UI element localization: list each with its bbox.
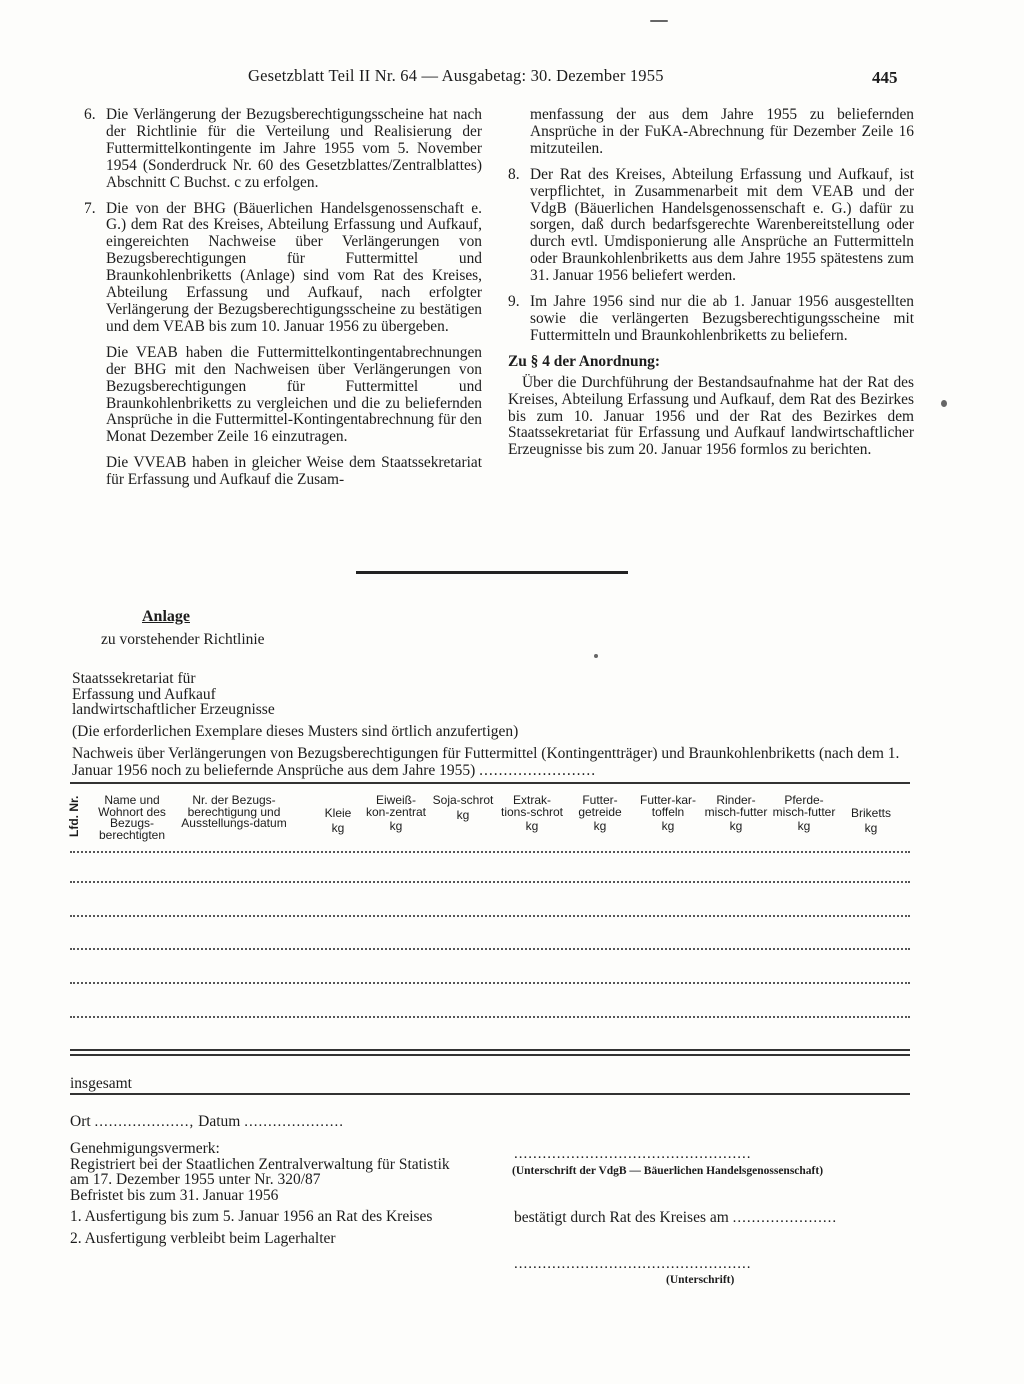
table-row[interactable] xyxy=(70,915,910,917)
issuer-block xyxy=(72,671,275,718)
column-header xyxy=(704,795,768,833)
table-row[interactable] xyxy=(70,982,910,984)
item-number: 8. xyxy=(508,165,520,183)
column-header-label: Futter-getreide xyxy=(578,793,622,819)
column-header-label: Extrak-tions-schrot xyxy=(500,793,564,819)
copy-instruction-1: 1. Ausfertigung bis zum 5. Januar 1956 an Rat des Kreises xyxy=(70,1208,433,1225)
datum-field[interactable]: ..................... xyxy=(244,1114,344,1130)
paragraph-continuation: menfassung der aus dem Jahre 1955 zu beliefernden Ansprüche in der FuKA-Abrechnung für Dezember Zeile 16 mitzuteilen. xyxy=(530,106,914,157)
paragraph-veab: Die VEAB haben die Futtermittelkontingentabrechnungen der BHG mit den Nachweisen über Verlängerungen von Bezugsberechtigungen für Futtermittel und Braunkohlenbriketts zu vergleichen und die zu beliefernden Ansprüche in die Futtermittel-Kontingentabrechnung für den Monat Dezember Zeile 16 einzutragen. xyxy=(106,343,482,446)
table-row[interactable] xyxy=(70,1016,910,1018)
item-number: 7. xyxy=(84,199,96,217)
table-header-rule xyxy=(70,851,910,853)
column-header-label: Futter-kar-toffeln xyxy=(639,793,696,819)
column-header xyxy=(568,795,632,833)
signature-vdgb-field[interactable]: .................................................. xyxy=(514,1146,752,1162)
page-number: 445 xyxy=(872,68,898,87)
list-item-9 xyxy=(508,294,914,345)
annex-title: Anlage xyxy=(142,608,190,625)
approval-block xyxy=(70,1141,450,1246)
table-row[interactable] xyxy=(70,881,910,883)
table-row-rule xyxy=(70,1049,910,1051)
column-header xyxy=(636,795,700,833)
column-header-lfd-nr: Lfd. Nr. xyxy=(67,795,81,837)
approval-heading: Genehmigungsvermerk: xyxy=(70,1140,220,1157)
scan-mark xyxy=(594,654,598,658)
ort-datum-line xyxy=(70,1113,344,1131)
item-number: 6. xyxy=(84,106,96,123)
form-heading xyxy=(72,745,912,779)
signature-council-caption: (Unterschrift) xyxy=(666,1274,735,1286)
form-heading-dots: ........................ xyxy=(479,762,597,779)
column-header xyxy=(94,795,170,841)
column-header-unit: kg xyxy=(331,820,345,835)
column-header xyxy=(312,808,364,834)
column-header xyxy=(500,795,564,833)
approval-line: Befristet bis zum 31. Januar 1956 xyxy=(70,1186,279,1204)
table-row-rule xyxy=(70,1054,910,1056)
approval-line: am 17. Dezember 1955 unter Nr. 320/87 xyxy=(70,1171,321,1188)
signature-vdgb-caption: (Unterschrift der VdgB — Bäuerlichen Handelsgenossenschaft) xyxy=(512,1165,824,1177)
confirmation-date-field[interactable]: ...................... xyxy=(732,1210,838,1226)
column-header xyxy=(432,795,494,821)
column-header-label: Name und Wohnort des Bezugs-berechtigten xyxy=(98,793,166,842)
item-text: Der Rat des Kreises, Abteilung Erfassung und Aufkauf, ist verpflichtet, in Zusammenarbeit mit dem VEAB und der VdgB (Bäuerlichen Handelsgenossenschaft e. G.) dafür zu sorgen, daß durch bedarfsgerechte Warenbereitstellung oder durch evtl. Umdisponierung alle Ansprüche an Futtermitteln oder Braunkohlenbriketts aus dem Jahre 1955 spätestens zum 31. Januar 1956 beliefert werden. xyxy=(530,165,914,285)
section-subheading: Zu § 4 der Anordnung: xyxy=(508,352,660,370)
ort-field[interactable]: ...................., xyxy=(94,1114,195,1130)
list-item-7 xyxy=(84,201,482,336)
section-divider xyxy=(356,571,628,574)
paragraph-section4: Über die Durchführung der Bestandsaufnahme hat der Rat des Kreises, Abteilung Erfassung und Aufkauf, dem Rat des Bezirkes bis zum 10. Januar 1956 und der Rat des Bezirkes dem Staatssekretariat für Erfassung und Aufkauf landwirtschaftlicher Erzeugnisse bis zum 20. Januar 1956 formlos zu berichten. xyxy=(508,373,914,459)
annex-subtitle: zu vorstehender Richtlinie xyxy=(101,631,265,648)
form-heading-text: Nachweis über Verlängerungen von Bezugsberechtigungen für Futtermittel (Kontingentträger) und Braunkohlenbriketts (nach dem 1. Januar 1956 noch zu beliefernde Ansprüche aus dem Jahre 1955) xyxy=(72,745,900,779)
column-header-label: Nr. der Bezugs-berechtigung und Ausstellungs-datum xyxy=(181,793,287,830)
issuer-line: Staatssekretariat für xyxy=(72,670,196,687)
table-top-rule xyxy=(70,782,910,784)
scan-mark xyxy=(650,20,668,22)
ort-label: Ort xyxy=(70,1113,91,1130)
column-header-unit: kg xyxy=(729,819,743,833)
issuer-line: Erfassung und Aufkauf xyxy=(72,685,216,703)
left-column xyxy=(84,107,482,498)
total-rule xyxy=(70,1093,910,1095)
column-header xyxy=(840,808,902,834)
column-header-label: Briketts xyxy=(850,806,891,820)
column-header-label: Soja-schrot xyxy=(432,793,494,807)
item-text: Im Jahre 1956 sind nur die ab 1. Januar 1956 ausgestellten sowie die verlängerten Bezugsberechtigungsscheine mit Futtermitteln und Braunkohlenbriketts zu beliefern. xyxy=(530,293,914,344)
column-header-unit: kg xyxy=(593,819,607,833)
item-number: 9. xyxy=(508,293,520,311)
column-header xyxy=(772,795,836,833)
column-header-label: Eiweiß-kon-zentrat xyxy=(365,793,427,819)
column-header xyxy=(172,795,296,830)
column-header-unit: kg xyxy=(661,819,675,833)
issuer-line: landwirtschaftlicher Erzeugnisse xyxy=(72,701,275,718)
column-header-unit: kg xyxy=(456,807,470,822)
datum-label: Datum xyxy=(198,1113,241,1130)
scan-mark xyxy=(941,400,947,407)
item-text: Die von der BHG (Bäuerlichen Handelsgenossenschaft e. G.) dem Rat des Kreises, Abteilung Erfassung und Aufkauf, eingereichten Nachweise über Verlängerungen von Bezugsberechtigungen für Futtermittel und Braunkohlenbriketts (Anlage) sind vom Rat des Kreises, Abteilung Erfassung und Aufkauf, nach erfolgter Verlängerung der Bezugsberechtigungsscheine zu bestätigen und dem VEAB bis zum 10. Januar 1956 zu übergeben. xyxy=(106,199,482,335)
column-header-unit: kg xyxy=(389,819,403,833)
table-row[interactable] xyxy=(70,948,910,950)
right-column xyxy=(508,107,914,468)
column-header-unit: kg xyxy=(864,820,878,835)
paragraph-vveab: Die VVEAB haben in gleicher Weise dem Staatssekretariat für Erfassung und Aufkauf die Zusam- xyxy=(106,454,482,489)
list-item-8 xyxy=(508,167,914,285)
column-header-label: Rinder-misch-futter xyxy=(704,793,768,819)
total-label: insgesamt xyxy=(70,1075,132,1092)
column-header-label: Pferde-misch-futter xyxy=(772,793,836,819)
list-item-6 xyxy=(84,107,482,192)
confirmation-label: bestätigt durch Rat des Kreises am xyxy=(514,1209,729,1226)
column-header-label: Kleie xyxy=(324,806,352,820)
column-header xyxy=(365,795,427,833)
column-header-unit: kg xyxy=(797,819,811,833)
page-header-title: Gesetzblatt Teil II Nr. 64 — Ausgabetag: 30. Dezember 1955 xyxy=(248,66,664,85)
form-note: (Die erforderlichen Exemplare dieses Musters sind örtlich anzufertigen) xyxy=(72,723,519,740)
item-text: Die Verlängerung der Bezugsberechtigungsscheine hat nach der Richtlinie für die Verteilung und Realisierung der Futtermittelkontingente im Jahre 1955 vom 5. November 1954 (Sonderdruck Nr. 60 des Gesetzblattes/Zentralblattes) Abschnitt C Buchst. c zu erfolgen. xyxy=(106,106,482,191)
confirmation-line xyxy=(514,1209,837,1227)
copy-instruction-2: 2. Ausfertigung verbleibt beim Lagerhalter xyxy=(70,1229,336,1247)
approval-line: Registriert bei der Staatlichen Zentralverwaltung für Statistik xyxy=(70,1155,450,1173)
signature-council-field[interactable]: .................................................. xyxy=(514,1256,752,1272)
column-header-unit: kg xyxy=(525,819,539,833)
